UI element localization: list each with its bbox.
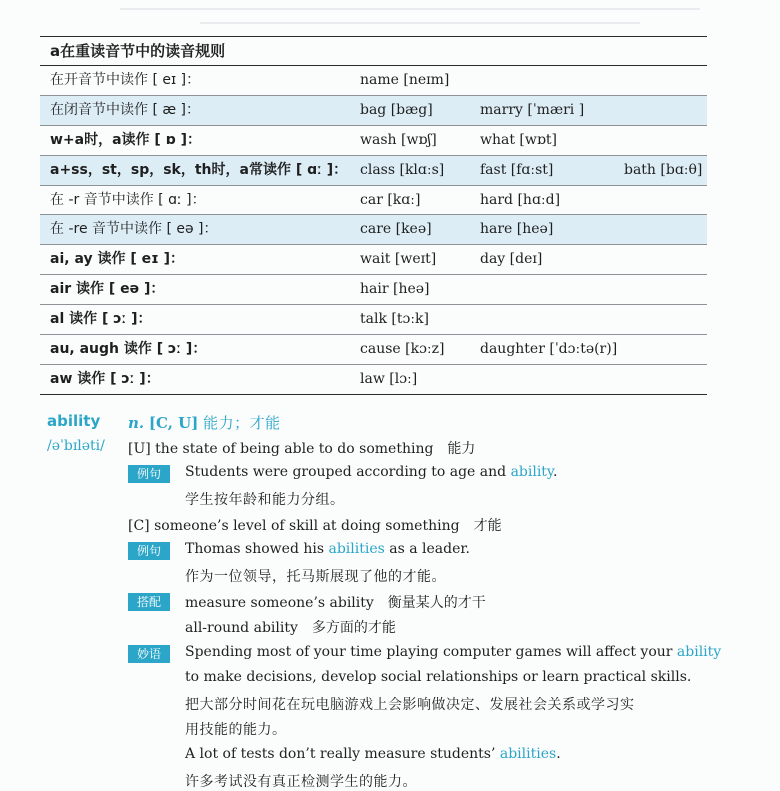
example-translation-1: 学生按年龄和能力分组。 — [185, 492, 345, 508]
rule-text: aw 读作 [ ɔː ]： — [50, 370, 160, 387]
pos-meaning: 能力；才能 — [203, 414, 281, 432]
pronunciation-rules-table — [40, 36, 707, 395]
rule-example: name [neɪm] — [360, 72, 450, 88]
rule-example: what [wɒt] — [480, 131, 557, 148]
collocation-2: all-round ability 多方面的才能 — [185, 620, 396, 636]
rule-example: hare [heə] — [480, 221, 554, 238]
rule-row — [40, 66, 707, 96]
rule-row — [40, 126, 707, 156]
wise-saying-1-translation: 把大部分时间花在玩电脑游戏上会影响做决定、发展社会关系或学习实 — [185, 697, 635, 713]
rule-example: daughter [ˈdɔːtə(r)] — [480, 341, 618, 358]
faint-bleed-through — [120, 8, 700, 10]
rule-example: car [kɑː] — [360, 191, 421, 208]
collocation-tag: 搭配 — [128, 593, 170, 611]
rule-text: a+ss，st，sp，sk，th时，a常读作 [ ɑː ]： — [50, 161, 348, 178]
rule-text: al 读作 [ ɔː ]： — [50, 311, 152, 328]
rule-text: ai, ay 读作 [ eɪ ]： — [50, 251, 185, 268]
wise-saying-2-translation: 许多考试没有真正检测学生的能力。 — [185, 774, 417, 790]
pos-code: [C, U] — [148, 414, 199, 432]
faint-bleed-through — [200, 22, 640, 24]
example-tag: 例句 — [128, 542, 170, 560]
rule-example: fast [fɑːst] — [480, 161, 554, 178]
rule-text: air 读作 [ eə ]： — [50, 281, 165, 298]
wise-saying-1: Spending most of your time playing computer games will affect your ability — [185, 644, 722, 660]
rule-example: hard [hɑːd] — [480, 191, 561, 208]
rule-row — [40, 365, 707, 394]
rule-example: bag [bæg] — [360, 101, 433, 118]
entry-part-of-speech — [128, 412, 281, 433]
keyword-highlight: ability — [510, 464, 553, 480]
rule-example: hair [heə] — [360, 281, 430, 298]
rule-row — [40, 96, 707, 126]
rule-row — [40, 186, 707, 216]
rule-row — [40, 275, 707, 305]
rule-example: talk [tɔːk] — [360, 311, 429, 328]
rule-row — [40, 335, 707, 365]
rule-example: bath [bɑːθ] — [624, 161, 703, 178]
rule-text: au, augh 读作 [ ɔː ]： — [50, 341, 207, 358]
rule-row — [40, 156, 707, 186]
rule-row — [40, 215, 707, 245]
example-sentence-1: Students were grouped according to age and ability. — [185, 464, 558, 480]
rules-table-body — [40, 66, 707, 394]
entry-headword: ability — [47, 412, 101, 430]
example-sentence-2: Thomas showed his abilities as a leader. — [185, 541, 471, 557]
keyword-highlight: ability — [676, 644, 722, 660]
sense-uncountable: [U] the state of being able to do something 能力 — [128, 441, 476, 457]
rule-row — [40, 245, 707, 275]
rule-example: wash [wɒʃ] — [360, 131, 437, 148]
wise-saying-2: A lot of tests don’t really measure students’ abilities. — [185, 746, 561, 762]
rule-example: wait [weɪt] — [360, 251, 437, 268]
wise-saying-1-translation-continued: 用技能的能力。 — [185, 722, 287, 738]
rule-example: marry [ˈmæri ] — [480, 101, 585, 118]
wise-saying-tag: 妙语 — [128, 645, 170, 663]
rule-example: care [keə] — [360, 221, 432, 238]
rule-example: class [klɑːs] — [360, 161, 445, 178]
keyword-highlight: abilities — [328, 541, 385, 557]
example-translation-2: 作为一位领导，托马斯展现了他的才能。 — [185, 569, 446, 585]
rule-example: day [deɪ] — [480, 251, 543, 268]
rule-text: w+a时，a读作 [ ɒ ]： — [50, 131, 201, 148]
rule-text: 在开音节中读作 [ eɪ ]： — [50, 72, 201, 88]
rule-text: 在闭音节中读作 [ æ ]： — [50, 101, 201, 118]
rules-table-title: a在重读音节中的读音规则 — [40, 37, 707, 66]
wise-saying-1-continued: to make decisions, develop social relationships or learn practical skills. — [185, 669, 692, 685]
example-tag: 例句 — [128, 465, 170, 483]
rule-row — [40, 305, 707, 335]
keyword-highlight: abilities — [499, 746, 557, 762]
rule-example: law [lɔː] — [360, 370, 418, 387]
sense-countable: [C] someone’s level of skill at doing something 才能 — [128, 518, 502, 534]
rule-example: cause [kɔːz] — [360, 341, 445, 358]
rule-text: 在 -re 音节中读作 [ eə ]： — [50, 221, 218, 238]
rule-text: 在 -r 音节中读作 [ ɑː ]： — [50, 191, 206, 208]
entry-phonetic: /əˈbɪləti/ — [47, 438, 105, 454]
collocation-1: measure someone’s ability 衡量某人的才干 — [185, 595, 486, 611]
pos-abbreviation: n. — [128, 414, 145, 432]
